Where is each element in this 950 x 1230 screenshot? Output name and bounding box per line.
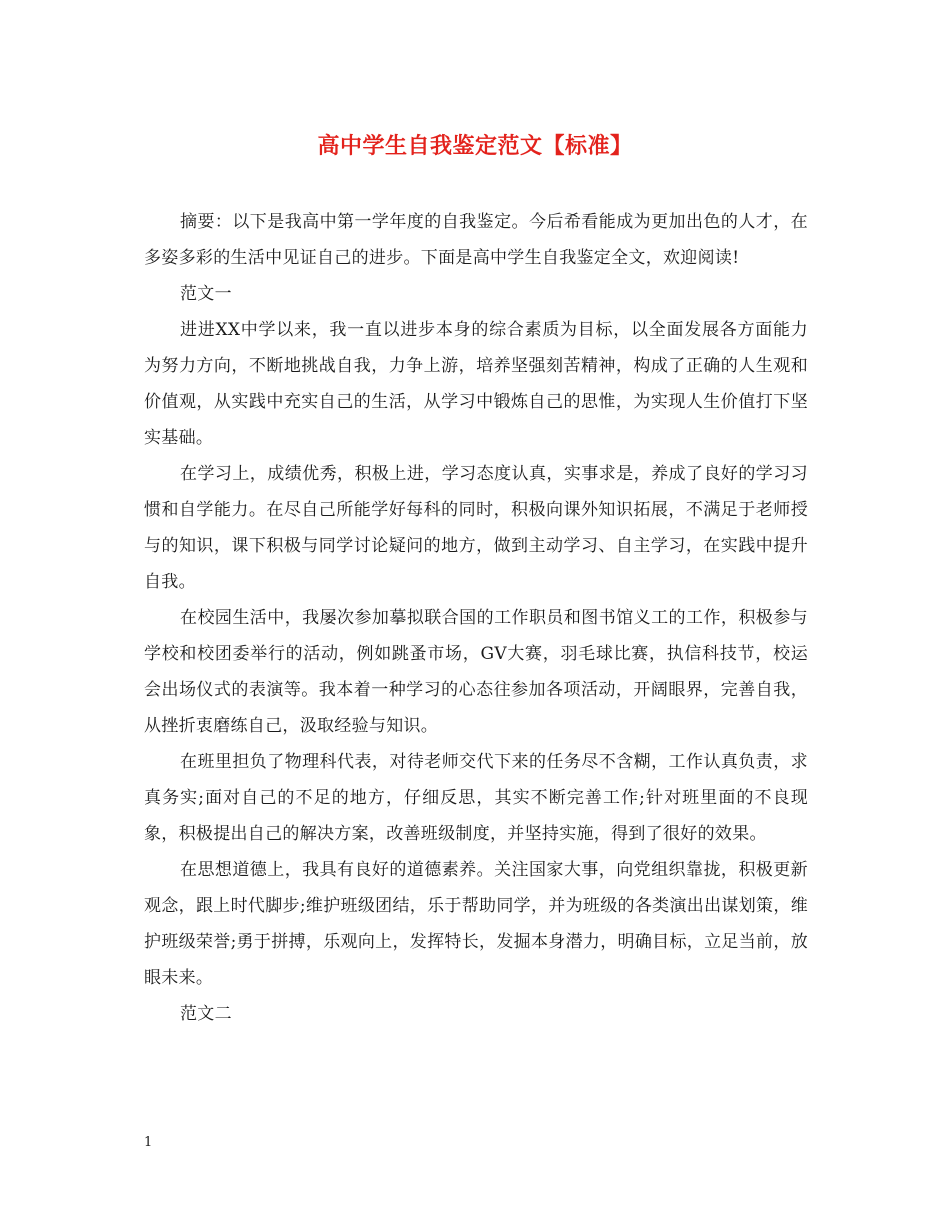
body-paragraph: 在校园生活中，我屡次参加摹拟联合国的工作职员和图书馆义工的工作，积极参与学校和校团委举行的活动，例如跳蚤市场，GV大赛，羽毛球比赛，执信科技节，校运会出场仪式的表演等。我本着一种学习的心态往参加各项活动，开阔眼界，完善自我，从挫折衷磨练自己，汲取经验与知识。 xyxy=(144,608,808,736)
page-number: 1 xyxy=(144,1135,153,1150)
body-paragraph: 在学习上，成绩优秀，积极上进，学习态度认真，实事求是，养成了良好的学习习惯和自学能力。在尽自己所能学好每科的同时，积极向课外知识拓展，不满足于老师授与的知识，课下积极与同学讨论疑问的地方，做到主动学习、自主学习，在实践中提升自我。 xyxy=(144,464,808,592)
body-paragraph: 在班里担负了物理科代表，对待老师交代下来的任务尽不含糊，工作认真负责，求真务实;面对自己的不足的地方，仔细反思，其实不断完善工作;针对班里面的不良现象，积极提出自己的解决方案，改善班级制度，并坚持实施，得到了很好的效果。 xyxy=(144,752,808,844)
document-body xyxy=(144,204,808,1032)
body-paragraph: 在思想道德上，我具有良好的道德素养。关注国家大事，向党组织靠拢，积极更新观念，跟上时代脚步;维护班级团结，乐于帮助同学，并为班级的各类演出出谋划策，维护班级荣誉;勇于拼搏，乐观向上，发挥特长，发掘本身潜力，明确目标，立足当前，放眼未来。 xyxy=(144,860,808,988)
document-title: 高中学生自我鉴定范文【标准】 xyxy=(317,134,633,159)
abstract-paragraph: 摘要：以下是我高中第一学年度的自我鉴定。今后希看能成为更加出色的人才，在多姿多彩的生活中见证自己的进步。下面是高中学生自我鉴定全文，欢迎阅读! xyxy=(144,212,808,268)
section-heading-sample-two: 范文二 xyxy=(180,1004,232,1024)
section-heading-sample-one: 范文一 xyxy=(180,284,232,304)
body-paragraph: 进进XX中学以来，我一直以进步本身的综合素质为目标，以全面发展各方面能力为努力方向，不断地挑战自我，力争上游，培养坚强刻苦精神，构成了正确的人生观和价值观，从实践中充实自己的生活，从学习中锻炼自己的思惟，为实现人生价值打下坚实基础。 xyxy=(144,320,808,448)
